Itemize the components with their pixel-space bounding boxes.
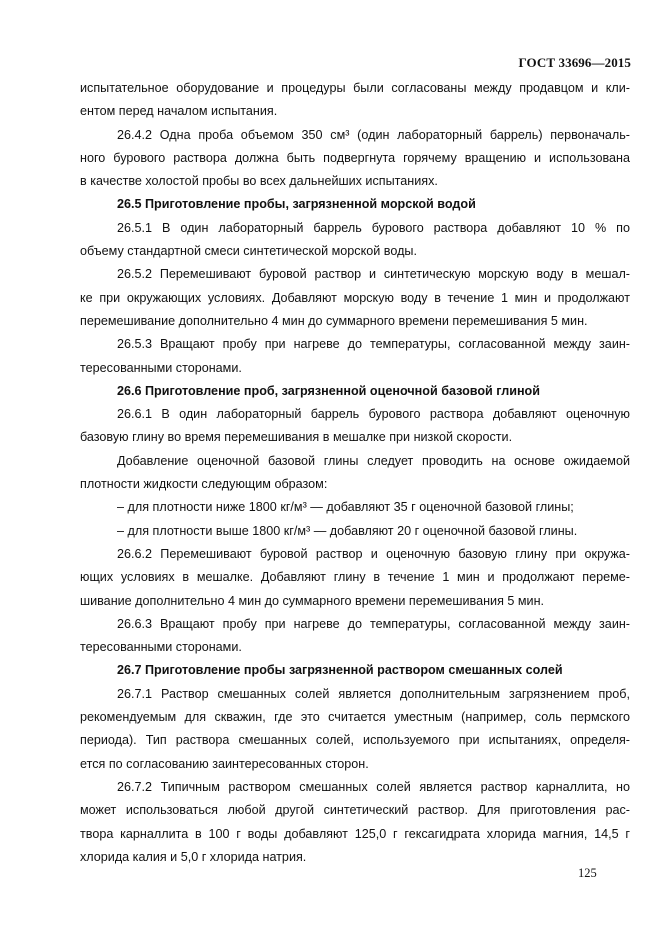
text-line: плотности жидкости следующим образом: — [80, 477, 328, 492]
document-id-header: ГОСТ 33696—2015 — [518, 55, 631, 70]
text-line: 26.6.1 В один лабораторный баррель бурового раствора добавляют оценочную — [117, 407, 630, 422]
text-line: может использоваться любой другой синтетический раствор. Для приготовления рас- — [80, 803, 630, 818]
text-line: хлорида калия и 5,0 г хлорида натрия. — [80, 849, 307, 864]
text-line: 26.4.2 Одна проба объемом 350 см³ (один лабораторный баррель) первоначаль- — [117, 127, 630, 142]
text-line: базовую глину во время перемешивания в мешалке при низкой скорости. — [80, 430, 513, 445]
text-line: периода). Тип раствора смешанных солей, используемого при испытаниях, определя- — [80, 733, 630, 748]
section-heading-line: 26.7 Приготовление пробы загрязненной раствором смешанных солей — [117, 663, 563, 678]
section-heading-line: 26.5 Приготовление пробы, загрязненной морской водой — [117, 197, 476, 212]
text-line: твора карналлита в 100 г воды добавляют 125,0 г гексагидрата хлорида магния, 14,5 г — [80, 826, 630, 841]
text-line: ентом перед началом испытания. — [80, 104, 278, 119]
text-line: 26.6.2 Перемешивают буровой раствор и оценочную базовую глину при окружа- — [117, 546, 630, 561]
text-line: ного бурового раствора должна быть подвергнута горячему вращению и использована — [80, 150, 630, 165]
text-line: ется по согласованию заинтересованных сторон. — [80, 756, 369, 771]
text-line: ющих условиях в мешалке. Добавляют глину в течение 1 мин и продолжают переме- — [80, 570, 630, 585]
text-line: шивание дополнительно 4 мин до суммарного времени перемешивания 5 мин. — [80, 593, 545, 608]
text-line: – для плотности выше 1800 кг/м³ — добавляют 20 г оценочной базовой глины. — [117, 523, 578, 538]
section-heading-line: 26.6 Приготовление проб, загрязненной оценочной базовой глиной — [117, 383, 540, 398]
text-line: испытательное оборудование и процедуры были согласованы между продавцом и кли- — [80, 81, 630, 95]
text-line: перемешивание дополнительно 4 мин до суммарного времени перемешивания 5 мин. — [80, 313, 588, 328]
text-line: 26.5.1 В один лабораторный баррель бурового раствора добавляют 10 % по — [117, 220, 630, 235]
text-line: 26.6.3 Вращают пробу при нагреве до температуры, согласованной между заин- — [117, 616, 630, 631]
text-line: 26.5.2 Перемешивают буровой раствор и синтетическую морскую воду в мешал- — [117, 267, 630, 282]
text-line: Добавление оценочной базовой глины следует проводить на основе ожидаемой — [117, 453, 630, 468]
text-line: 26.7.1 Раствор смешанных солей является дополнительным загрязнением проб, — [117, 686, 630, 701]
page-number: 125 — [578, 866, 597, 880]
text-line: – для плотности ниже 1800 кг/м³ — добавляют 35 г оценочной базовой глины; — [117, 500, 574, 515]
text-line: рекомендуемым для скважин, где это считается уместным (например, соль пермского — [80, 710, 630, 725]
text-line: объему стандартной смеси синтетической морской воды. — [80, 244, 417, 259]
text-line: тересованными сторонами. — [80, 360, 242, 375]
text-line: 26.7.2 Типичным раствором смешанных солей является раствор карналлита, но — [117, 779, 630, 794]
document-body — [80, 77, 630, 869]
text-line: тересованными сторонами. — [80, 640, 242, 655]
text-line: в качестве холостой пробы во всех дальнейших испытаниях. — [80, 174, 438, 189]
text-line: 26.5.3 Вращают пробу при нагреве до температуры, согласованной между заин- — [117, 337, 630, 352]
text-line: ке при окружающих условиях. Добавляют морскую воду в течение 1 мин и продолжают — [80, 290, 630, 305]
